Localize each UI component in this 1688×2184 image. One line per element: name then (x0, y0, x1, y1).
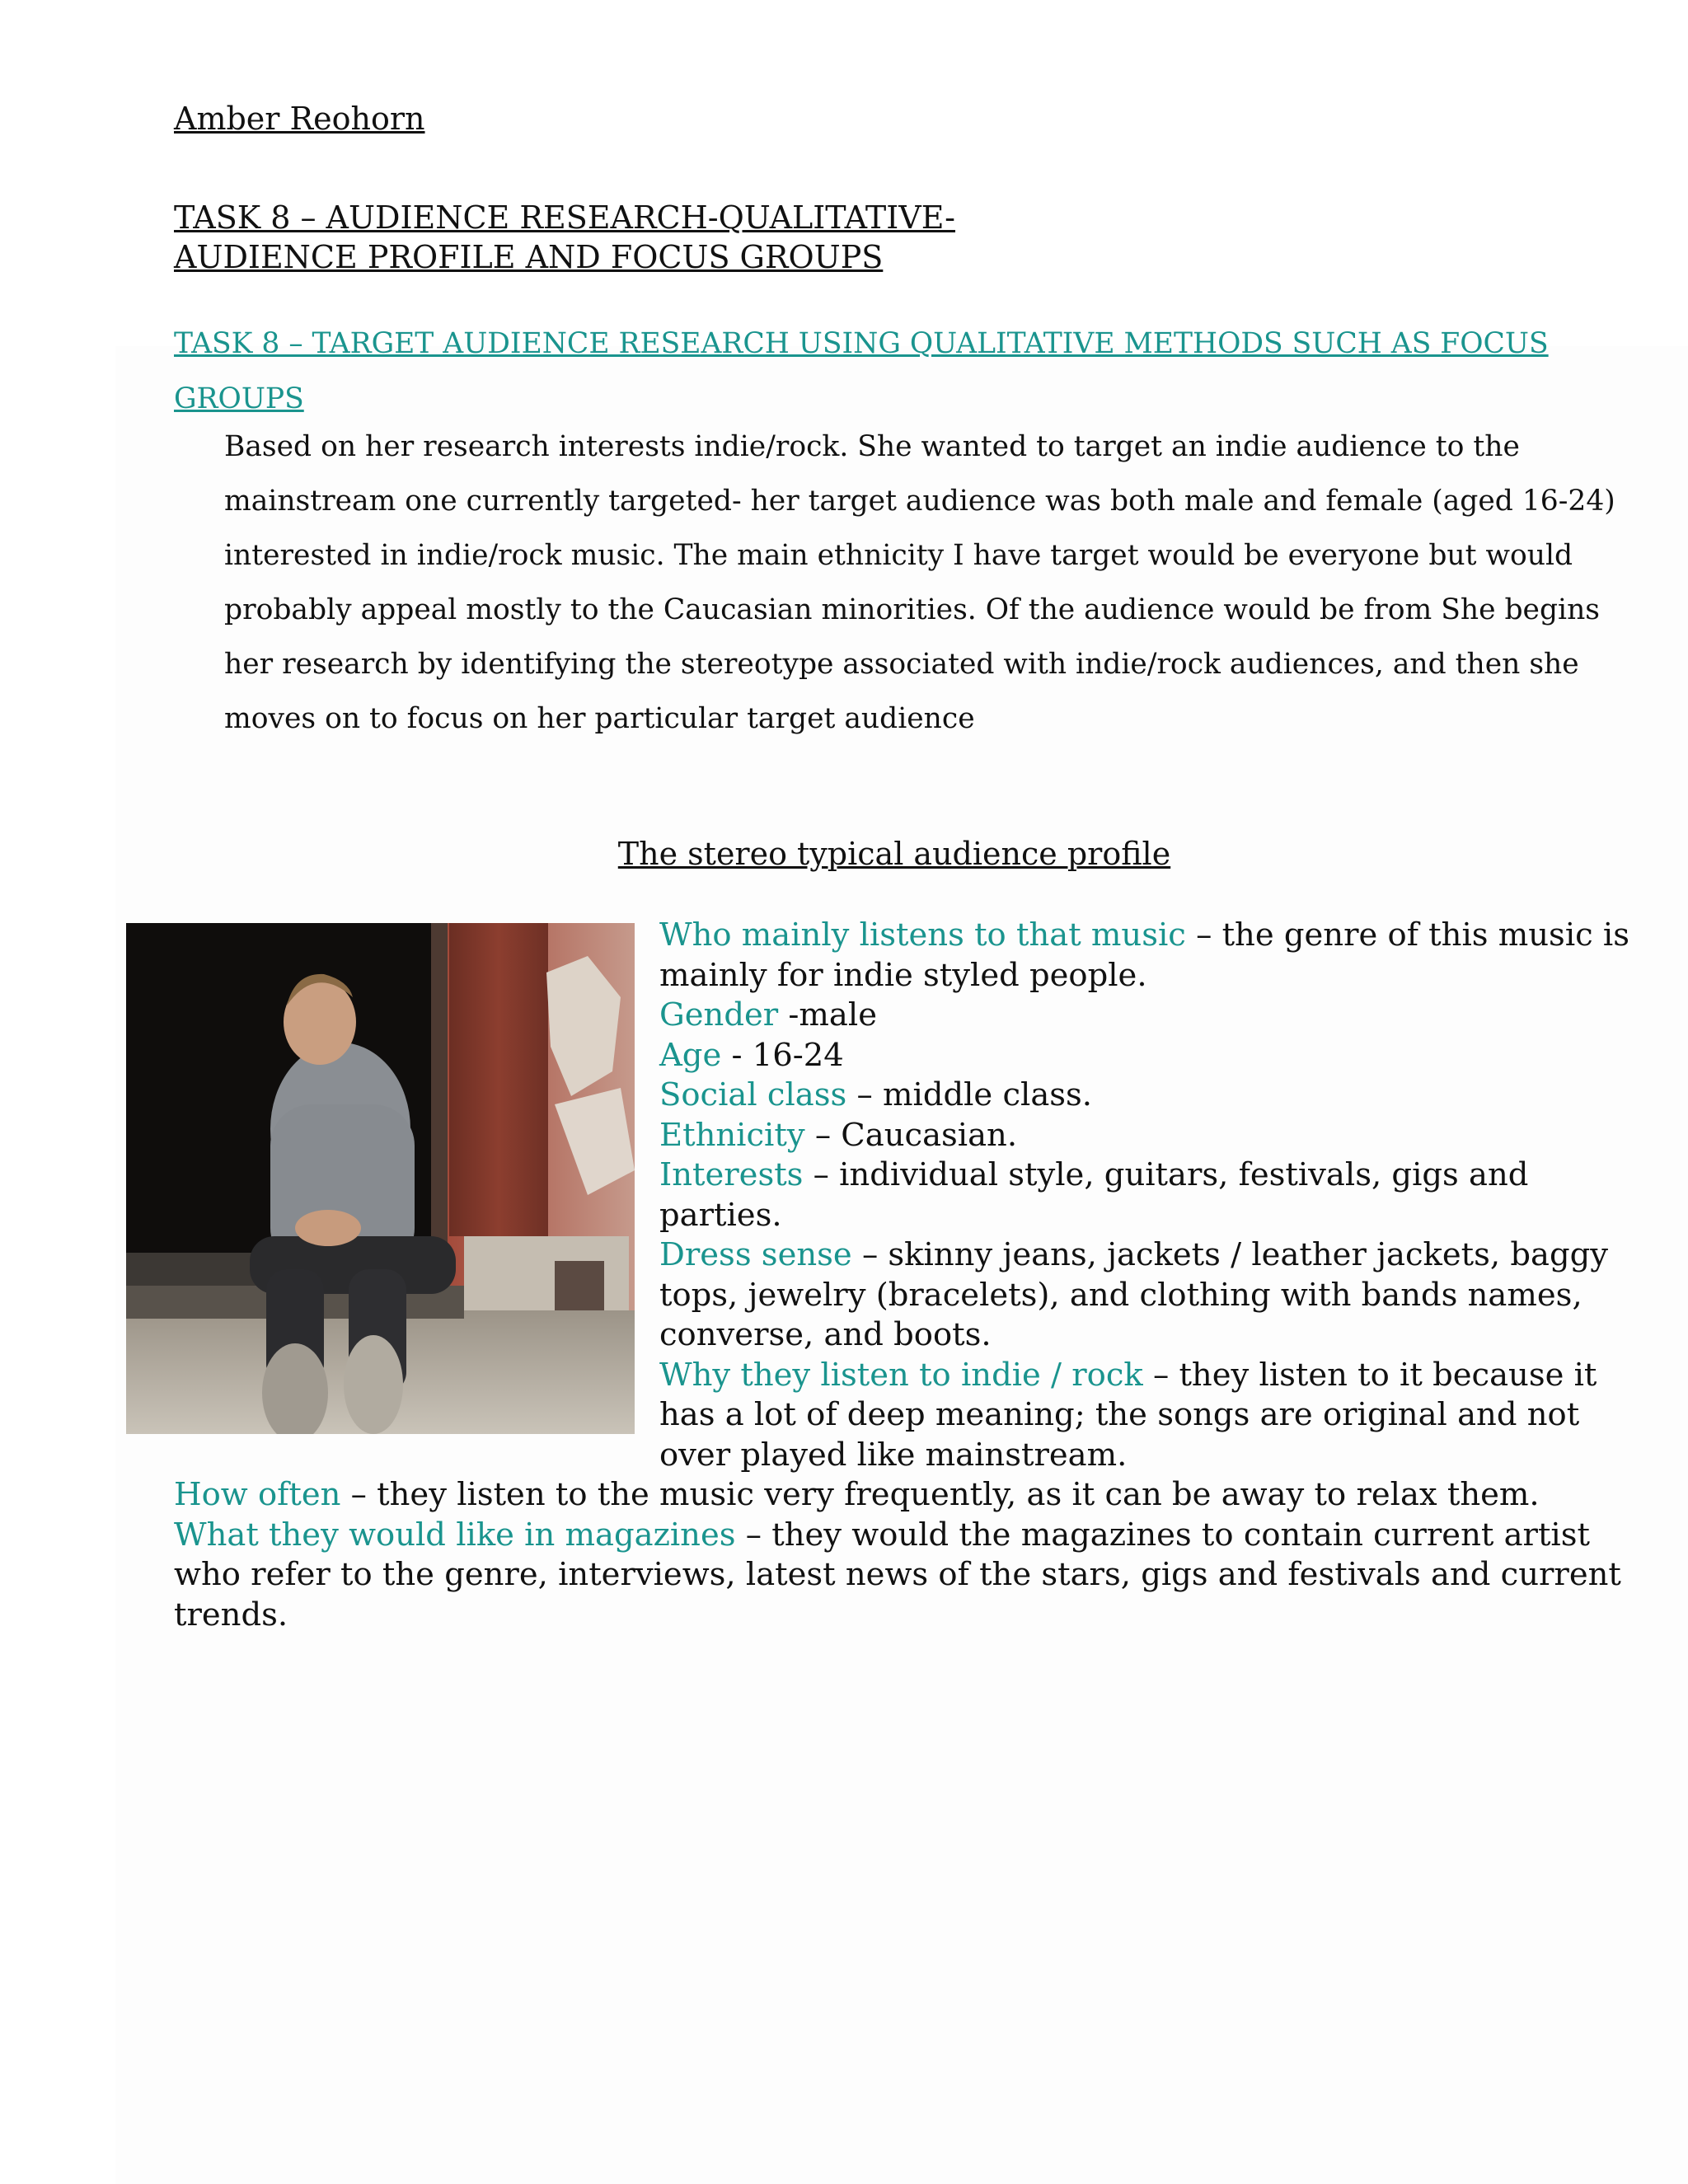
value-magazines: – they would the magazines to contain current artist who refer to the genre, interviews, latest news of the stars, gigs and festivals and current trends. (174, 1516, 1621, 1633)
value-ethnicity: – Caucasian. (804, 1116, 1018, 1154)
value-who: – the genre of this music is mainly for indie styled people. (659, 916, 1629, 994)
label-gender: Gender (659, 996, 779, 1033)
task-subheading: TASK 8 – TARGET AUDIENCE RESEARCH USING QUALITATIVE METHODS SUCH AS FOCUS GROUPS (174, 327, 1549, 415)
indie-person-photo (126, 923, 635, 1434)
value-gender: -male (778, 996, 877, 1033)
task-title-line-1: TASK 8 – AUDIENCE RESEARCH-QUALITATIVE- (174, 199, 956, 236)
profile-who (659, 916, 1632, 996)
value-interests: – individual style, guitars, festivals, gigs and parties. (659, 1156, 1529, 1234)
profile-title: The stereo typical audience profile (617, 836, 1171, 872)
label-ethnicity: Ethnicity (659, 1116, 805, 1154)
value-dress-sense: – skinny jeans, jackets / leather jackets, baggy tops, jewelry (bracelets), and clothing with bands names, converse, and boots. (659, 1236, 1609, 1353)
label-social-class: Social class (659, 1076, 847, 1113)
profile-age (659, 1036, 1632, 1076)
profile-interests (659, 1155, 1632, 1235)
label-dress-sense: Dress sense (659, 1236, 852, 1273)
profile-social-class (659, 1076, 1632, 1116)
label-why: Why they listen to indie / rock (659, 1356, 1143, 1394)
label-age: Age (659, 1036, 722, 1074)
profile-dress-sense (659, 1235, 1632, 1356)
profile-why (659, 1356, 1632, 1476)
value-why: – they listen to it because it has a lot of deep meaning; the songs are original and not over played like mainstream. (659, 1356, 1597, 1474)
value-social-class: – middle class. (846, 1076, 1093, 1113)
profile-how-often (174, 1475, 1649, 1516)
task-title-line-2: AUDIENCE PROFILE AND FOCUS GROUPS (174, 239, 884, 275)
author-name: Amber Reohorn (174, 101, 425, 137)
profile-ethnicity (659, 1116, 1632, 1156)
audience-profile-list (659, 916, 1632, 1475)
value-age: - 16-24 (721, 1036, 844, 1074)
task-title (174, 198, 955, 277)
profile-gender (659, 996, 1632, 1036)
label-how-often: How often (174, 1476, 341, 1513)
label-magazines: What they would like in magazines (174, 1516, 736, 1554)
label-interests: Interests (659, 1156, 804, 1193)
label-who: Who mainly listens to that music (659, 916, 1186, 954)
audience-profile-continued (174, 1475, 1649, 1635)
value-how-often: – they listen to the music very frequently, as it can be away to relax them. (340, 1476, 1540, 1513)
intro-paragraph: Based on her research interests indie/rock. She wanted to target an indie audience to the mainstream one currently targeted- her target audience was both male and female (aged 16-24) interested in indie/rock music. The main ethnicity I have target would be everyone but would probably appeal mostly to the Caucasian minorities. Of the audience would be from She begins her research by identifying the stereotype associated with indie/rock audiences, and then she moves on to focus on her particular target audience (224, 430, 1615, 735)
profile-magazines (174, 1516, 1649, 1636)
